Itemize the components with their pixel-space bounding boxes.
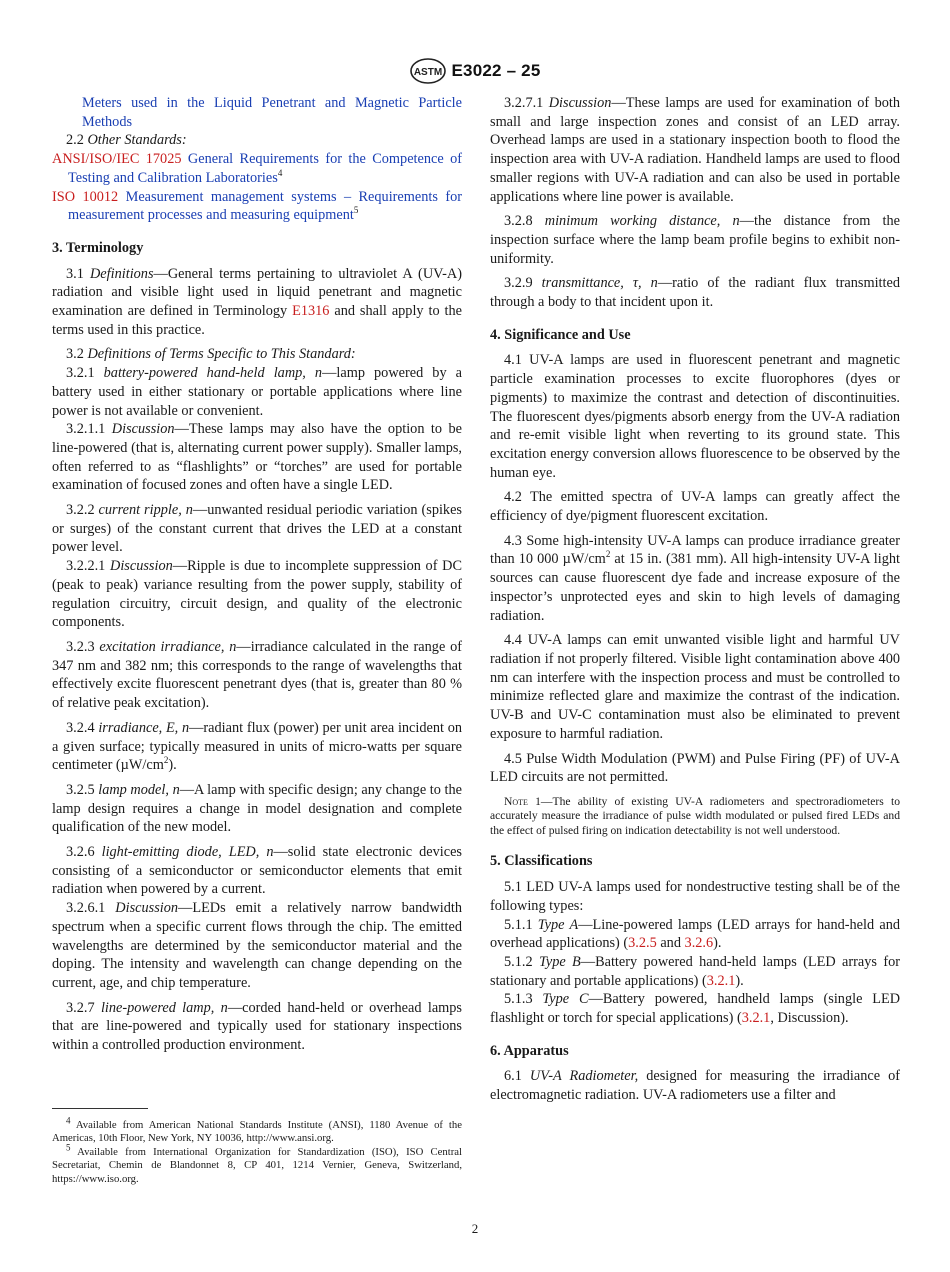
page-header (0, 56, 950, 86)
footnotes (52, 1115, 462, 1186)
para-4-5: 4.5 Pulse Width Modulation (PWM) and Pulse Firing (PF) of UV-A LED circuits are not permitted. (490, 750, 900, 786)
link-e1316[interactable]: E1316 (292, 303, 330, 320)
para-6-1: 6.1 UV-A Radiometer, designed for measuring the irradiance of electromagnetic radiation. UV-A radiometers use a filter and (490, 1068, 900, 1104)
section-4-heading: 4. Significance and Use (490, 326, 631, 343)
para-5-1-3: 5.1.3 Type C—Battery powered, handheld lamps (single LED flashlight or torch for special applications) (3.2.1, Discussion). (490, 991, 901, 1027)
link-3-2-5[interactable]: 3.2.5 (628, 935, 657, 952)
para-3-2-8: 3.2.8 minimum working distance, n—the distance from the inspection surface where the lamp beam profile begins to exhibit non-uniformity. (490, 213, 900, 267)
right-column (490, 94, 900, 1111)
para-5-1-1: 5.1.1 Type A—Line-powered lamps (LED arrays for hand-held and overhead applications) (3.2.5 and 3.2.6). (490, 916, 900, 952)
reference-continuation: Meters used in the Liquid Penetrant and Magnetic Particle Methods (82, 95, 462, 130)
para-3-2-5: 3.2.5 lamp model, n—A lamp with specific design; any change to the lamp design requires a change in model designation and complete qualification of the new model. (52, 781, 462, 836)
astm-logo-icon (410, 58, 446, 84)
para-3-2-2: 3.2.2 current ripple, n—unwanted residual periodic variation (spikes or surges) of the constant current that drives the LED at a constant power level. (52, 502, 462, 556)
section-5-heading: 5. Classifications (490, 853, 593, 870)
reference-ansi: ANSI/ISO/IEC 17025 General Requirements for the Competence of Testing and Calibration Laboratories$^4$ (52, 151, 462, 186)
logo-text: ASTM (413, 67, 442, 78)
para-3-2-7-1: 3.2.7.1 Discussion—These lamps are used for examination of both small and large inspection zones and consist of an LED array. Overhead lamps are used in a stationary inspection booth to flood the inspection area with UV-A radiation. Handheld lamps are used to flood smaller regions with UV-A radiation and can also be used in portable applications where line power is available. (490, 95, 900, 205)
other-standards-heading: 2.2 Other Standards: (66, 132, 187, 149)
link-ansi[interactable]: ANSI/ISO/IEC 17025 (52, 151, 182, 168)
para-3-2-1-1: 3.2.1.1 Discussion—These lamps may also have the option to be line-powered (that is, alternating current power supply). Smaller lamps, often referred to as “flashlights” or “torches” are used for portable examination of focused zones and often have a single LED. (52, 421, 462, 494)
para-3-2-1: 3.2.1 battery-powered hand-held lamp, n—lamp powered by a battery used in either stationary or portable applications where line power is not available or convenient. (52, 365, 462, 419)
section-3-heading: 3. Terminology (52, 239, 144, 256)
para-5-1: 5.1 LED UV-A lamps used for nondestructive testing shall be of the following types: (490, 879, 900, 914)
para-3-2-4: 3.2.4 irradiance, E, n—radiant flux (power) per unit area incident on a given surface; typically measured in units of micro-watts per square centimeter $(\mu W/cm^2)$. (52, 719, 462, 774)
left-column (52, 94, 462, 1061)
link-3-2-1-a[interactable]: 3.2.1 (706, 972, 736, 989)
para-5-1-2: 5.1.2 Type B—Battery powered hand-held lamps (LED arrays for stationary and portable applications) (3.2.1). (490, 953, 900, 989)
para-4-4: 4.4 UV-A lamps can emit unwanted visible light and harmful UV radiation if not properly filtered. Visible light contamination above 400 nm can interfere with the inspection process and must be controlled to minimize reflected glare and maximize the contrast of the indication. UV-B and UV-C contamination must also be eliminated to prevent exposure to harmful radiation. (490, 632, 900, 742)
document-id: E3022 – 25 (451, 61, 541, 80)
link-3-2-6[interactable]: 3.2.6 (684, 935, 714, 952)
reference-iso: ISO 10012 Measurement management systems – Requirements for measurement processes and measuring equipment$^5$ (52, 188, 462, 224)
note-1: Note 1—The ability of existing UV-A radiometers and spectroradiometers to accurately measure the irradiance of pulse width modulated or pulsed fired LEDs and the effect of pulsed firing on indication detectability is not well understood. (490, 794, 901, 837)
footnote-5: $^5$ Available from International Organization for Standardization (ISO), ISO Central Secretariat, Chemin de Blandonnet 8, CP 401, 1214 Vernier, Geneva, Switzerland, https://www.iso.org. (52, 1142, 462, 1185)
para-3-2-9: 3.2.9 transmittance, τ, n—ratio of the radiant flux transmitted through a body to that incident upon it. (490, 275, 900, 311)
para-4-3: 4.3 Some high-intensity UV-A lamps can produce irradiance greater than 10 000 $\mu W/cm^2$ at 15 in. (381 mm). All high-intensity UV-A light sources can cause fluorescent dye fade and increase exposure of the inspector’s unprotected eyes and skin to high levels of damaging radiation. (490, 532, 900, 624)
para-3-2-2-1: 3.2.2.1 Discussion—Ripple is due to incomplete suppression of DC (peak to peak) variance resulting from the power supply, stability of regulation circuitry, circuit design, and quality of the electronic components. (52, 558, 462, 631)
para-4-2: 4.2 The emitted spectra of UV-A lamps can greatly affect the efficiency of dye/pigment fluorescent excitation. (490, 489, 900, 525)
para-3-2-6-1: 3.2.6.1 Discussion—LEDs emit a relatively narrow bandwidth spectrum when a specific current flows through the chip. The emitted wavelengths are determined by the semiconductor material and the doping. The intensity and wavelength can change depending on the current, age, and chip temperature. (52, 900, 463, 991)
para-3-2-3: 3.2.3 excitation irradiance, n—irradiance calculated in the range of 347 nm and 382 nm; this corresponds to the range of wavelengths that effectively excite fluorescent penetrant dyes (that is, greater than 80 % of relative peak excitation). (52, 638, 462, 712)
para-3-2-6: 3.2.6 light-emitting diode, LED, n—solid state electronic devices consisting of a semiconductor or semiconductor elements that emit radiation when powered by a current. (52, 844, 462, 898)
para-3-1: 3.1 Definitions—General terms pertaining to ultraviolet A (UV-A) radiation and visible light used in liquid penetrant and magnetic examination are defined in Terminology E1316 and shall apply to the terms used in this practice. (52, 265, 462, 338)
page-number: 2 (471, 1221, 479, 1236)
para-3-2-7: 3.2.7 line-powered lamp, n—corded hand-held or overhead lamps that are line-powered and typically used for stationary inspections within a controlled production environment. (52, 999, 462, 1054)
para-3-2: 3.2 Definitions of Terms Specific to This Standard: (66, 346, 356, 363)
footnote-4: $^4$ Available from American National Standards Institute (ANSI), 1180 Avenue of the Americas, 10th Floor, New York, NY 10036, http://www.ansi.org. (52, 1115, 462, 1145)
link-iso[interactable]: ISO 10012 (52, 188, 119, 205)
link-3-2-1-b[interactable]: 3.2.1 (741, 1010, 771, 1027)
footnote-divider (52, 1108, 148, 1109)
section-6-heading: 6. Apparatus (490, 1042, 569, 1059)
para-4-1: 4.1 UV-A lamps are used in fluorescent penetrant and magnetic particle examination processes to excite fluorophores (dyes or pigments) to maximize the contrast and detection of discontinuities. The fluorescent dyes/pigments absorb energy from the UV-A radiation and re-emit visible light when reverting to its ground state. This excitation energy conversion allows fluorescence to be observed by the human eye. (490, 352, 900, 481)
